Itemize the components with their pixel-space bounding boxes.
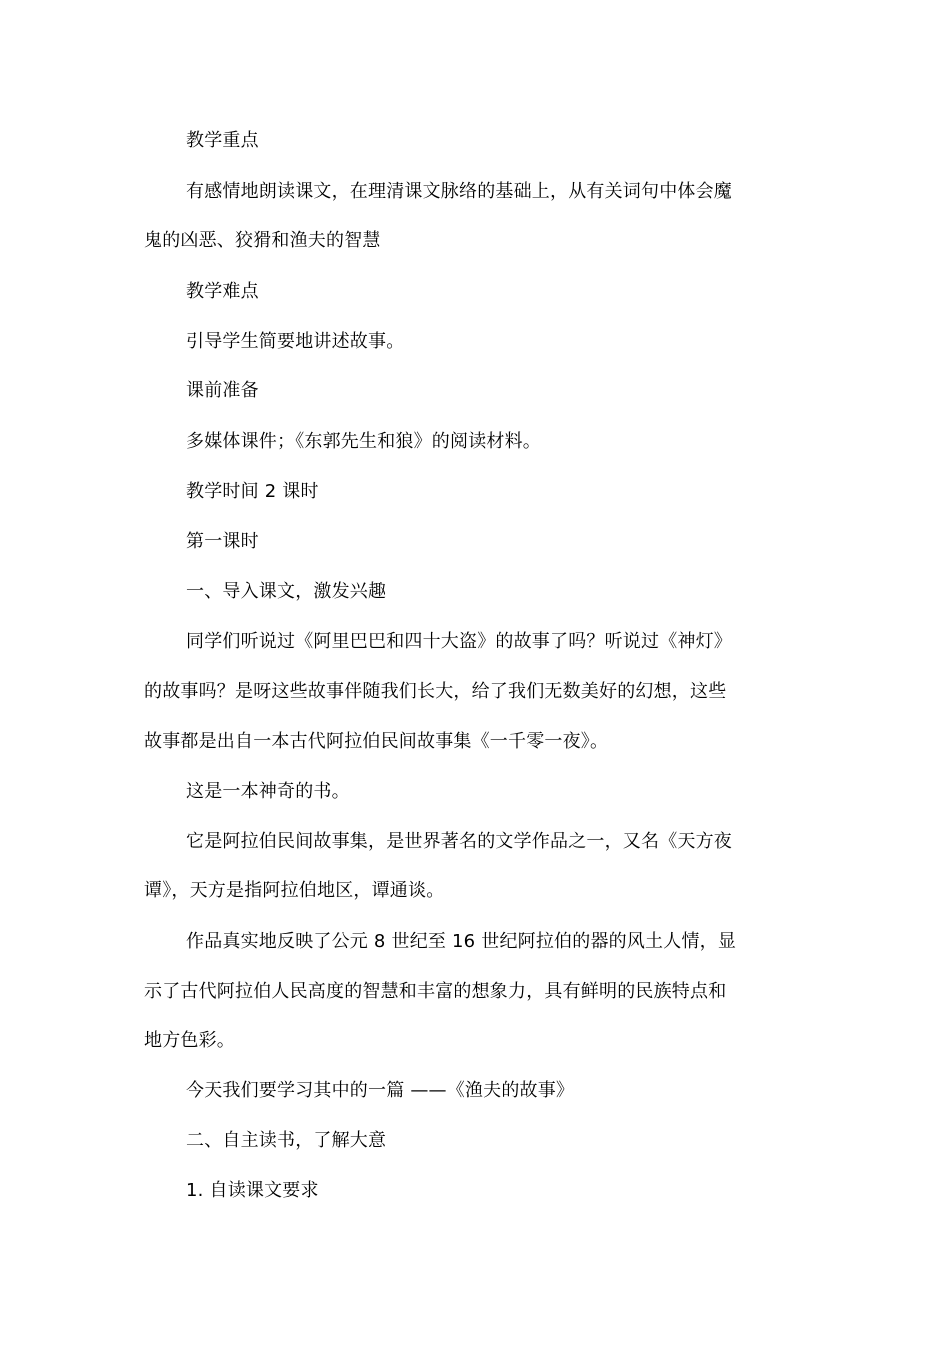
paragraph-line: 谭》，天方是指阿拉伯地区，谭通谈。 (144, 880, 445, 901)
paragraph-line: 的故事吗？是呀这些故事伴随我们长大，给了我们无数美好的幻想，这些 (144, 681, 727, 702)
paragraph-line: 这是一本神奇的书。 (186, 781, 350, 802)
heading-teaching-focus: 教学重点 (186, 130, 259, 151)
paragraph-line: 鬼的凶恶、狡猾和渔夫的智慧 (144, 230, 381, 251)
paragraph-line: 引导学生简要地讲述故事。 (186, 331, 405, 352)
paragraph-line: 示了古代阿拉伯人民高度的智慧和丰富的想象力，具有鲜明的民族特点和 (144, 981, 727, 1002)
paragraph-line: 作品真实地反映了公元 8 世纪至 16 世纪阿拉伯的器的风土人情，显 (186, 931, 737, 952)
heading-teaching-difficulty: 教学难点 (186, 281, 259, 302)
paragraph-line: 故事都是出自一本古代阿拉伯民间故事集《一千零一夜》。 (144, 731, 609, 752)
teaching-time-line: 教学时间 2 课时 (186, 481, 319, 502)
paragraph-line: 有感情地朗读课文，在理清课文脉络的基础上，从有关词句中体会魔 (186, 181, 732, 202)
paragraph-line: 同学们听说过《阿里巴巴和四十大盗》的故事了吗？听说过《神灯》 (186, 631, 732, 652)
heading-first-lesson: 第一课时 (186, 531, 259, 552)
paragraph-line: 多媒体课件；《东郭先生和狼》的阅读材料。 (186, 431, 541, 452)
numbered-item: 1. 自读课文要求 (186, 1180, 319, 1201)
paragraph-line: 今天我们要学习其中的一篇 ——《渔夫的故事》 (186, 1080, 575, 1101)
section-heading: 一、导入课文，激发兴趣 (186, 581, 387, 602)
paragraph-line: 地方色彩。 (144, 1030, 235, 1051)
section-heading: 二、自主读书，了解大意 (186, 1130, 387, 1151)
paragraph-line: 它是阿拉伯民间故事集，是世界著名的文学作品之一，又名《天方夜 (186, 831, 732, 852)
heading-preparation: 课前准备 (186, 380, 259, 401)
